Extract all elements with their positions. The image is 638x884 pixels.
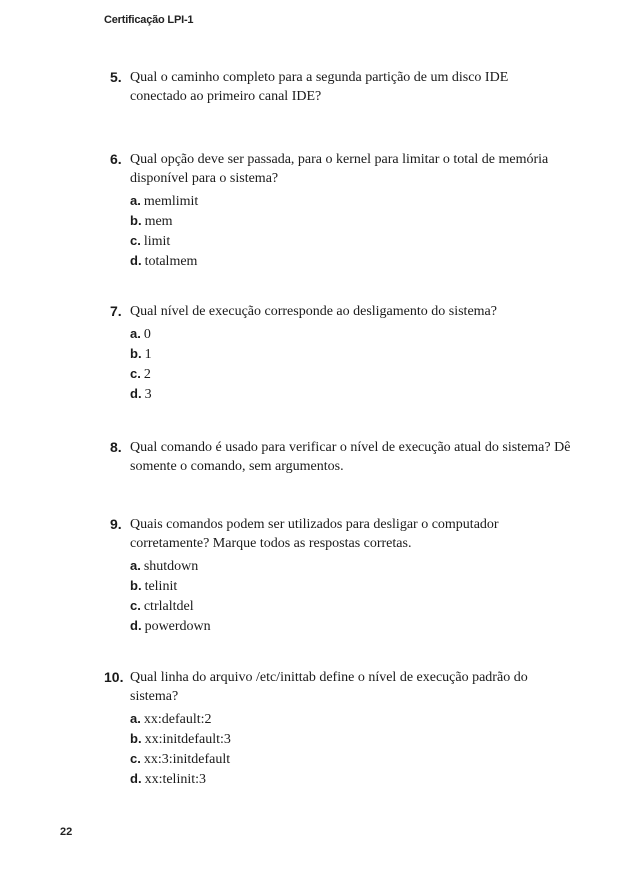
option-a[interactable] — [130, 191, 580, 211]
options-list — [130, 324, 580, 404]
option-letter: d. — [130, 771, 142, 786]
option-letter: b. — [130, 578, 142, 593]
question-stem — [110, 515, 540, 553]
option-text: 1 — [144, 347, 152, 362]
question-6 — [110, 150, 580, 271]
option-text: ctrlaltdel — [143, 599, 194, 614]
question-number: 8. — [110, 439, 122, 455]
question-8 — [110, 438, 588, 476]
option-text: 2 — [143, 367, 151, 382]
option-text: memlimit — [143, 194, 199, 209]
question-9 — [110, 515, 540, 636]
option-letter: b. — [130, 346, 142, 361]
running-header: Certificação LPI-1 — [104, 14, 194, 26]
question-stem — [110, 150, 580, 188]
option-letter: c. — [130, 233, 141, 248]
option-letter: c. — [130, 598, 141, 613]
option-text: 3 — [144, 387, 152, 402]
question-5 — [110, 68, 530, 106]
option-letter: c. — [130, 751, 141, 766]
option-letter: b. — [130, 731, 142, 746]
question-10 — [104, 668, 554, 789]
page-number: 22 — [60, 826, 73, 838]
question-text: Qual comando é usado para verificar o nível de execução atual do sistema? Dê somente o comando, sem argumentos. — [130, 440, 571, 474]
option-d[interactable] — [130, 251, 580, 271]
question-stem — [110, 302, 580, 321]
option-letter: d. — [130, 253, 142, 268]
options-list — [130, 556, 540, 636]
option-d[interactable] — [130, 769, 554, 789]
option-b[interactable] — [130, 729, 554, 749]
option-b[interactable] — [130, 344, 580, 364]
option-letter: a. — [130, 558, 141, 573]
question-text: Qual o caminho completo para a segunda partição de um disco IDE conectado ao primeiro canal IDE? — [130, 70, 509, 104]
question-text: Qual nível de execução corresponde ao desligamento do sistema? — [130, 304, 497, 319]
option-letter: b. — [130, 213, 142, 228]
option-letter: a. — [130, 193, 141, 208]
question-number: 5. — [110, 69, 122, 85]
question-number: 10. — [104, 669, 124, 685]
option-b[interactable] — [130, 211, 580, 231]
option-c[interactable] — [130, 596, 540, 616]
option-a[interactable] — [130, 709, 554, 729]
option-text: totalmem — [144, 254, 198, 269]
option-b[interactable] — [130, 576, 540, 596]
option-c[interactable] — [130, 231, 580, 251]
options-list — [130, 709, 554, 789]
option-letter: a. — [130, 711, 141, 726]
option-text: telinit — [144, 579, 178, 594]
question-number: 9. — [110, 516, 122, 532]
question-text: Qual linha do arquivo /etc/inittab define o nível de execução padrão do sistema? — [130, 670, 528, 704]
option-letter: d. — [130, 618, 142, 633]
option-text: shutdown — [143, 559, 199, 574]
question-number: 6. — [110, 151, 122, 167]
option-d[interactable] — [130, 616, 540, 636]
options-list — [130, 191, 580, 271]
option-text: powerdown — [144, 619, 211, 634]
option-text: limit — [143, 234, 171, 249]
option-c[interactable] — [130, 364, 580, 384]
question-stem — [110, 438, 588, 476]
option-text: 0 — [143, 327, 151, 342]
question-stem — [104, 668, 554, 706]
option-letter: a. — [130, 326, 141, 341]
question-text: Quais comandos podem ser utilizados para desligar o computador corretamente? Marque todos as respostas corretas. — [130, 517, 499, 551]
option-d[interactable] — [130, 384, 580, 404]
option-c[interactable] — [130, 749, 554, 769]
option-a[interactable] — [130, 556, 540, 576]
option-a[interactable] — [130, 324, 580, 344]
option-text: xx:3:initdefault — [143, 752, 231, 767]
option-text: xx:telinit:3 — [144, 772, 207, 787]
question-text: Qual opção deve ser passada, para o kernel para limitar o total de memória disponível para o sistema? — [130, 152, 549, 186]
option-letter: d. — [130, 386, 142, 401]
question-7 — [110, 302, 580, 404]
option-text: xx:default:2 — [143, 712, 212, 727]
option-text: mem — [144, 214, 173, 229]
option-letter: c. — [130, 366, 141, 381]
question-stem — [110, 68, 530, 106]
question-number: 7. — [110, 303, 122, 319]
option-text: xx:initdefault:3 — [144, 732, 231, 747]
